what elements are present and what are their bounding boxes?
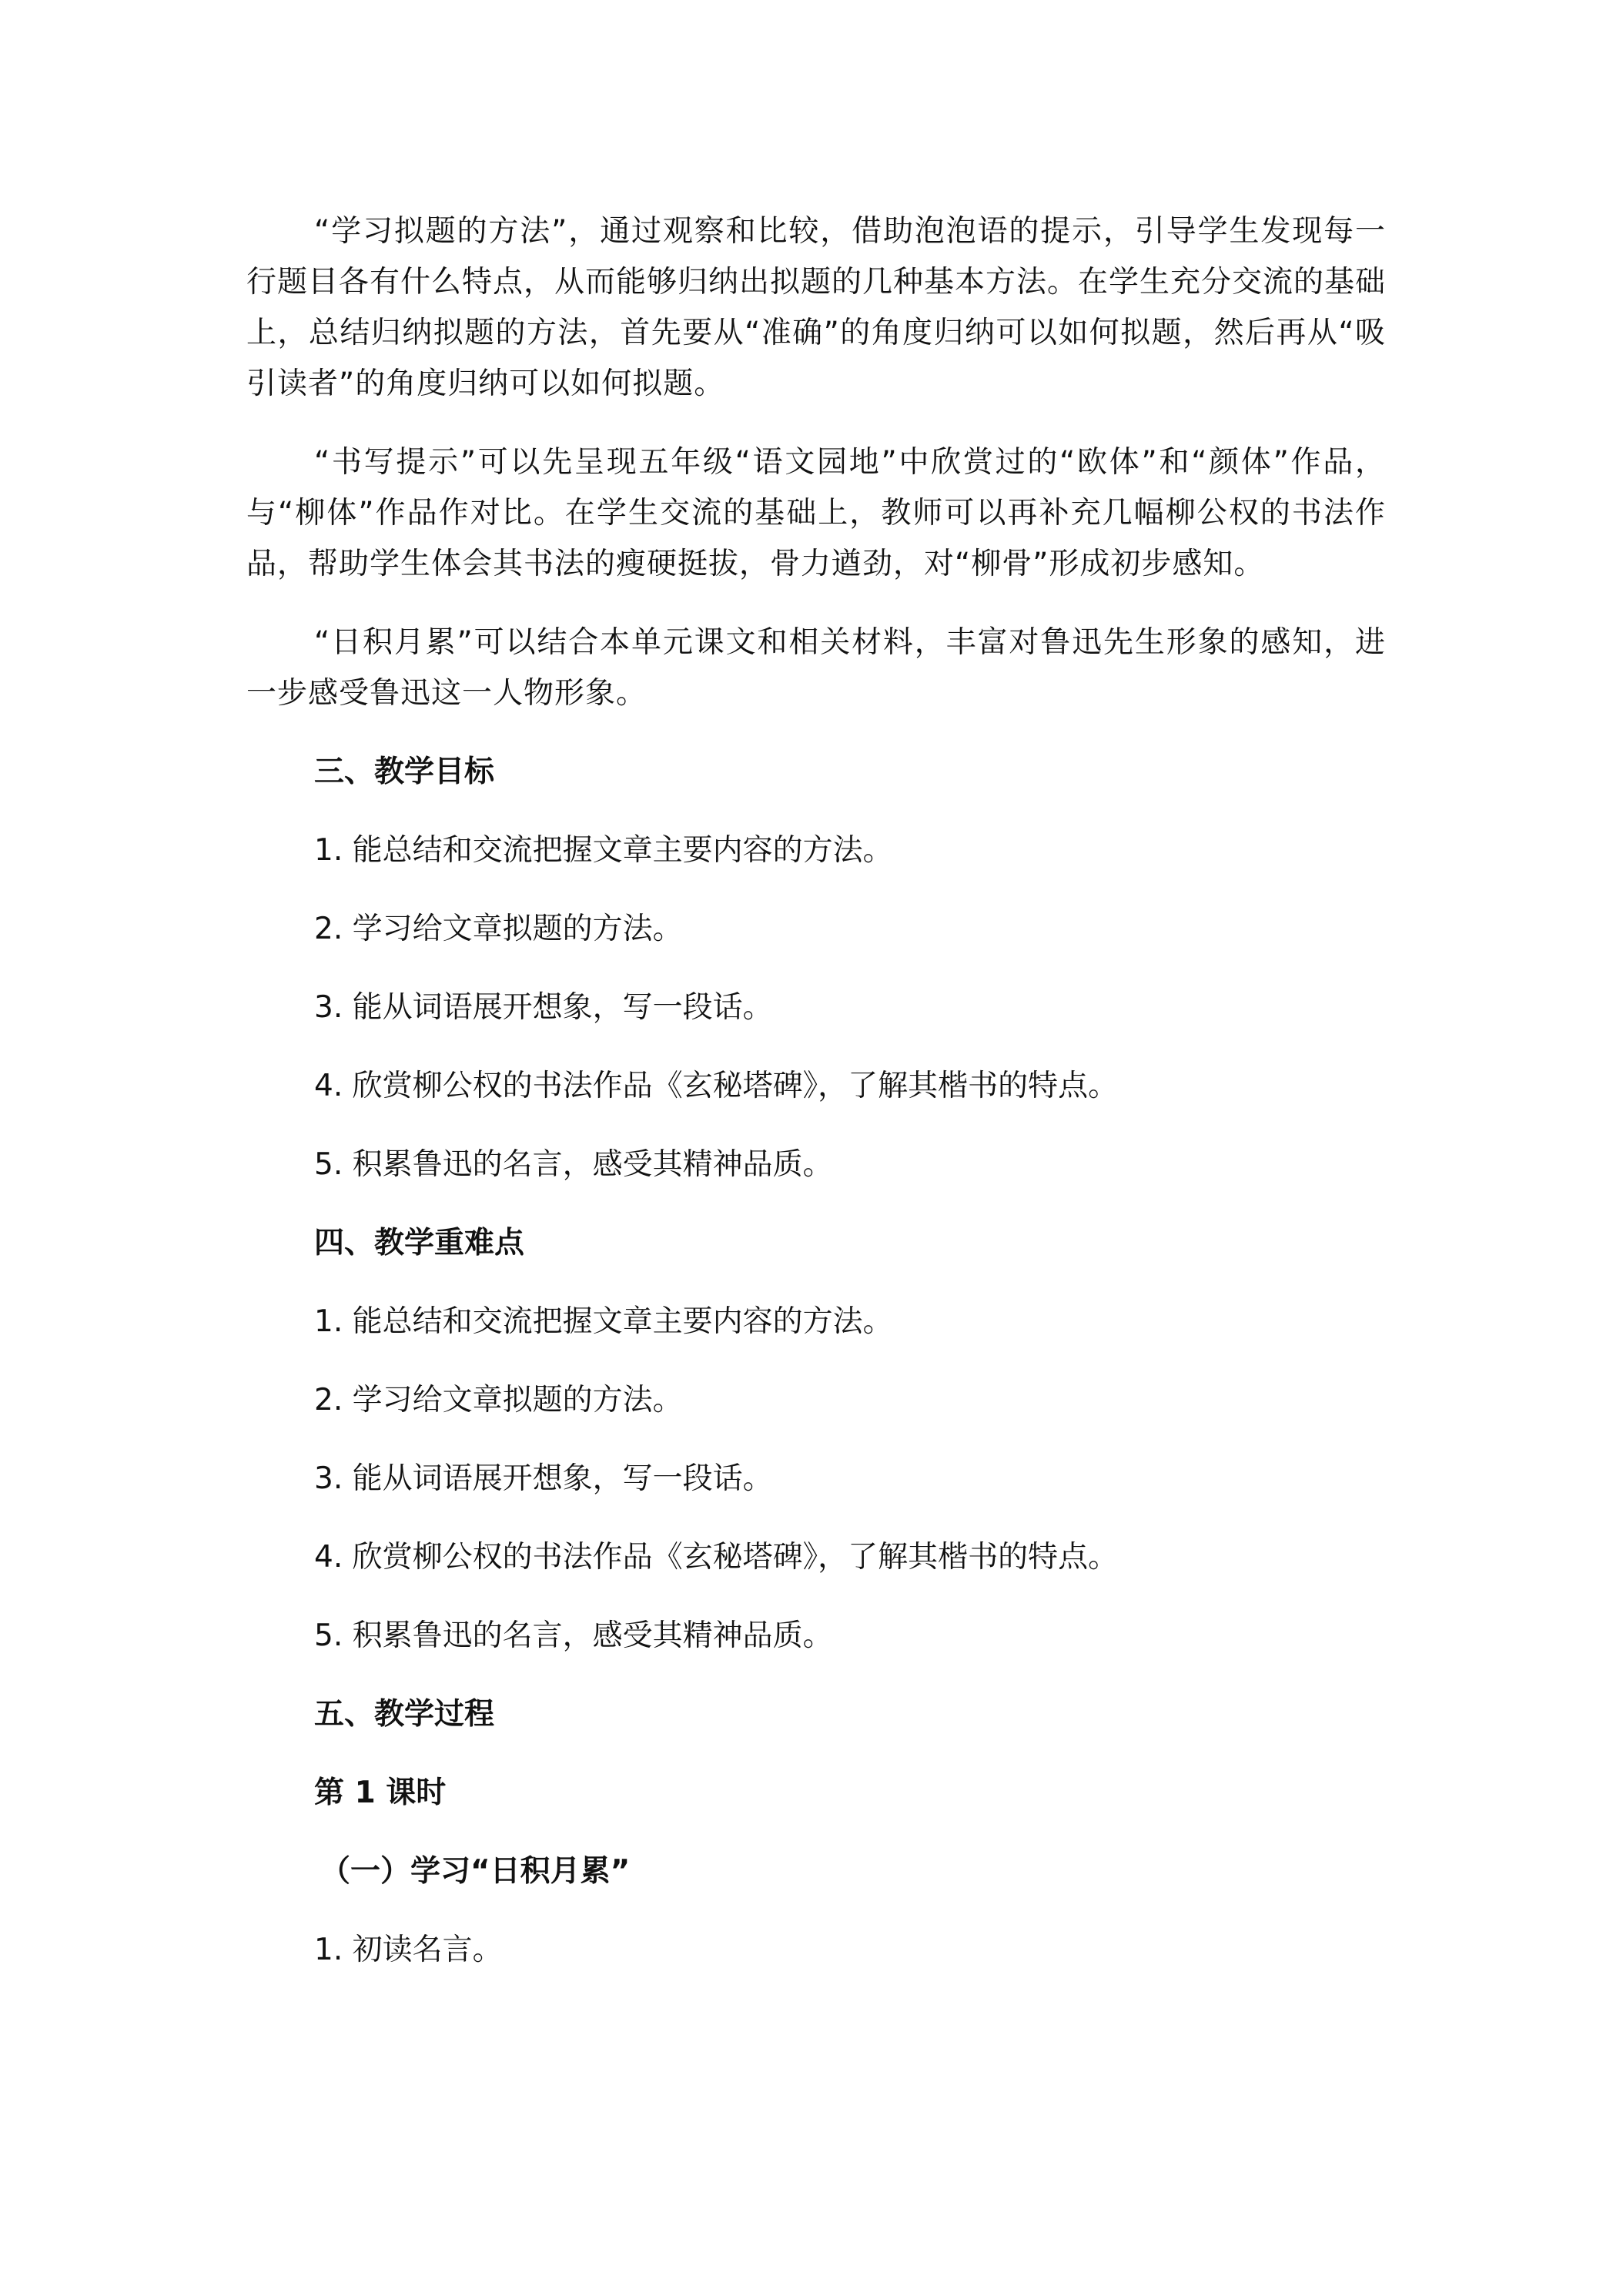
section-heading-objectives: 三、教学目标 — [314, 755, 495, 789]
paragraph-title-methods: “学习拟题的方法”，通过观察和比较，借助泡泡语的提示，引导学生发现每一行题目各有什么特点，从而能够归纳出拟题的几种基本方法。在学生充分交流的基础上，总结归纳拟题的方法，首先要从“准确”的角度归纳可以如何拟题，然后再从“吸引读者”的角度归纳可以如何拟题。 — [246, 214, 1387, 401]
document-page — [246, 206, 1386, 2003]
list-item: 4. 欣赏柳公权的书法作品《玄秘塔碑》，了解其楷书的特点。 — [314, 1540, 1119, 1575]
section-heading-process: 五、教学过程 — [314, 1697, 495, 1732]
list-item: 1. 能总结和交流把握文章主要内容的方法。 — [314, 833, 893, 868]
paragraph-daily-accumulation: “日积月累”可以结合本单元课文和相关材料，丰富对鲁迅先生形象的感知，进一步感受鲁迅这一人物形象。 — [246, 625, 1386, 711]
list-item: 1. 初读名言。 — [314, 1933, 503, 1967]
list-item: 2. 学习给文章拟题的方法。 — [314, 912, 683, 946]
list-item: 2. 学习给文章拟题的方法。 — [314, 1383, 683, 1417]
list-item: 1. 能总结和交流把握文章主要内容的方法。 — [314, 1304, 893, 1339]
section-heading-key-points: 四、教学重难点 — [314, 1226, 525, 1260]
list-item: 3. 能从词语展开想象，写一段话。 — [314, 1461, 773, 1496]
list-item: 3. 能从词语展开想象，写一段话。 — [314, 990, 773, 1025]
lesson-heading: 第 1 课时 — [314, 1776, 447, 1810]
paragraph-writing-tips: “书写提示”可以先呈现五年级“语文园地”中欣赏过的“欧体”和“颜体”作品，与“柳体”作品作对比。在学生交流的基础上，教师可以再补充几幅柳公权的书法作品，帮助学生体会其书法的瘦硬挺拔，骨力遒劲，对“柳骨”形成初步感知。 — [246, 445, 1386, 581]
list-item: 5. 积累鲁迅的名言，感受其精神品质。 — [314, 1147, 833, 1182]
list-item: 5. 积累鲁迅的名言，感受其精神品质。 — [314, 1618, 833, 1653]
subsection-heading: （一）学习“日积月累” — [320, 1854, 631, 1889]
list-item: 4. 欣赏柳公权的书法作品《玄秘塔碑》，了解其楷书的特点。 — [314, 1069, 1119, 1103]
